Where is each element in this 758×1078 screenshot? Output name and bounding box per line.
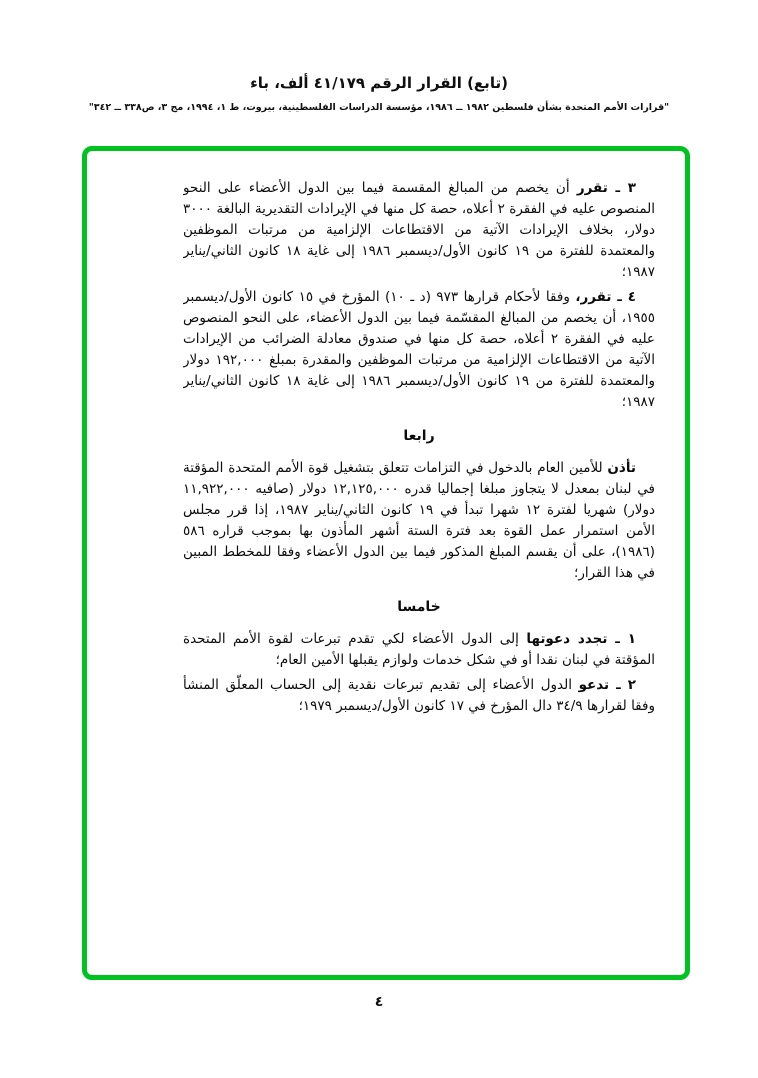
paragraph-lead: ٢ ـ تدعو [578, 677, 636, 693]
section-fifth-paragraph-1 [183, 629, 655, 671]
page-number: ٤ [374, 994, 384, 1010]
section-fifth-paragraph-2 [183, 675, 655, 717]
paragraph-lead: ٣ ـ تقرر [576, 180, 636, 196]
section-heading-fifth: خامسا [397, 599, 441, 615]
green-border-frame [82, 146, 690, 980]
document-header [0, 74, 758, 113]
operative-paragraph-3 [183, 178, 655, 283]
operative-paragraph-4 [183, 287, 655, 413]
paragraph-lead: ٤ ـ تقرر، [575, 289, 636, 305]
source-citation: "قرارات الأمم المتحدة بشأن فلسطين ١٩٨٢ ــ ١٩٨٦، مؤسسة الدراسات الفلسطينية، بيروت، ط ١، ١٩٩٤، مج ٣، ص٣٣٨ ــ ٣٤٢" [88, 102, 670, 113]
paragraph-lead: تأذن [607, 460, 636, 476]
paragraph-text: الدول الأعضاء إلى تقديم تبرعات نقدية إلى الحساب المعلّق المنشأ وفقا لقرارها ٣٤/٩ دال المؤرخ في ١٧ كانون الأول/ديسمبر ١٩٧٩؛ [183, 677, 655, 714]
paragraph-lead: ١ ـ تجدد دعوتها [526, 631, 636, 647]
paragraph-text: وفقا لأحكام قرارها ٩٧٣ (د ـ ١٠) المؤرخ في ١٥ كانون الأول/ديسمبر ١٩٥٥، أن يخصم من المبالغ المقسّمة فيما بين الدول الأعضاء، على النحو المنصوص عليه في الفقرة ٢ أعلاه، حصة كل منها في صندوق معادلة الضرائب من الإيرادات الآتية من الاقتطاعات الإلزامية من مرتبات الموظفين والمقدرة بمبلغ ١٩٢,٠٠٠ دولار والمعتمدة للفترة من ١٩ كانون الأول/ديسمبر ١٩٨٦ إلى غاية ١٨ كانون الثاني/يناير ١٩٨٧؛ [183, 289, 655, 410]
section-heading-fourth: رابعا [403, 428, 435, 444]
paragraph-text: أن يخصم من المبالغ المقسمة فيما بين الدول الأعضاء على النحو المنصوص عليه في الفقرة ٢ أعلاه، حصة كل منها في الإيرادات التقديرية البالغة ٣٠٠٠ دولار، بخلاف الإيرادات الآتية من الاقتطاعات الإلزامية من مرتبات الموظفين والمعتمدة للفترة من ١٩ كانون الأول/ديسمبر ١٩٨٦ إلى غاية ١٨ كانون الثاني/يناير ١٩٨٧؛ [183, 180, 655, 280]
paragraph-text: إلى الدول الأعضاء لكي تقدم تبرعات لقوة الأمم المتحدة المؤقتة في لبنان نقدا أو في شكل خدمات ولوازم يقبلها الأمين العام؛ [183, 631, 655, 668]
paragraph-text: للأمين العام بالدخول في التزامات تتعلق بتشغيل قوة الأمم المتحدة المؤقتة في لبنان بمعدل لا يتجاوز مبلغا إجماليا قدره ١٢,١٢٥,٠٠٠ دولار (صافيه ١١,٩٢٢,٠٠٠ دولار) شهريا لفترة ١٢ شهرا تبدأ في ١٩ كانون الثاني/يناير ١٩٨٧، إذا قرر مجلس الأمن استمرار عمل القوة بعد فترة الستة أشهر المأذون بها بموجب قراره ٥٨٦ (١٩٨٦)، على أن يقسم المبلغ المذكور فيما بين الدول الأعضاء وفقا للمخطط المبين في هذا القرار؛ [183, 460, 655, 581]
document-footer [0, 991, 758, 1010]
resolution-title: (تابع) القرار الرقم ٤١/١٧٩ ألف، باء [250, 74, 508, 92]
section-fourth-paragraph [183, 458, 655, 584]
resolution-body [183, 178, 655, 950]
